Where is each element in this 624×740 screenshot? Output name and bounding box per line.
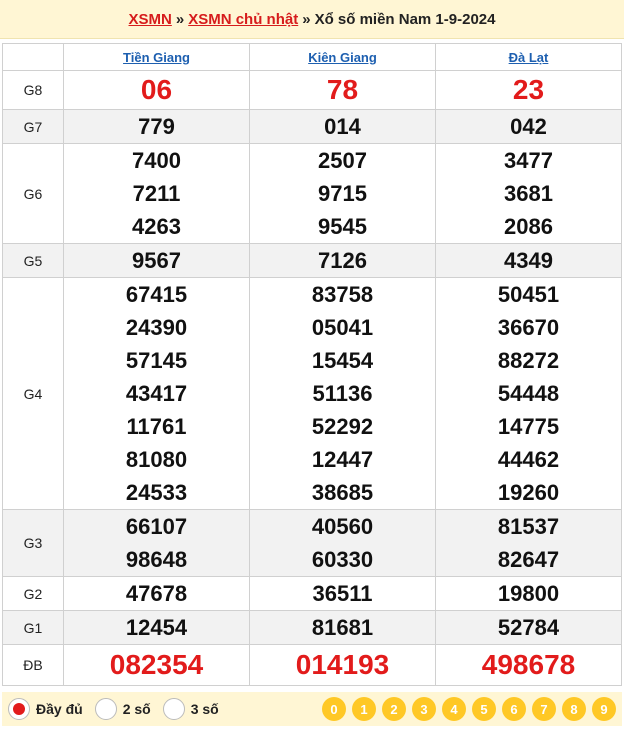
lottery-number: 3477 xyxy=(504,148,553,173)
lottery-number: 38685 xyxy=(311,480,374,505)
lottery-number: 014 xyxy=(324,114,361,139)
lottery-number: 88272 xyxy=(497,348,560,373)
prize-label: G1 xyxy=(3,611,64,645)
lottery-number: 36511 xyxy=(312,581,373,606)
lottery-number: 78 xyxy=(326,74,359,105)
digit-filter xyxy=(316,697,616,721)
prize-cell xyxy=(250,645,436,686)
prize-cell xyxy=(250,71,436,110)
prize-cell xyxy=(250,577,436,611)
prize-label: ĐB xyxy=(3,645,64,686)
prize-row-g7 xyxy=(3,110,622,144)
lottery-number: 36670 xyxy=(497,315,560,340)
table-header-row xyxy=(3,44,622,71)
breadcrumb-xsmn-sunday-link[interactable]: XSMN chủ nhật xyxy=(188,10,299,28)
lottery-number: 67415 xyxy=(125,282,188,307)
province-link[interactable]: Kiên Giang xyxy=(308,49,377,65)
prize-cell xyxy=(436,577,622,611)
prize-label: G2 xyxy=(3,577,64,611)
prize-row-đb xyxy=(3,645,622,686)
lottery-number: 24533 xyxy=(125,480,188,505)
prize-row-g6 xyxy=(3,144,622,244)
lottery-number: 57145 xyxy=(125,348,188,373)
province-link[interactable]: Tiền Giang xyxy=(123,49,190,65)
lottery-number: 7400 xyxy=(132,148,181,173)
lottery-number: 98648 xyxy=(125,547,188,572)
prize-row-g5 xyxy=(3,244,622,278)
breadcrumb-xsmn-link[interactable]: XSMN xyxy=(128,10,172,28)
lottery-number: 082354 xyxy=(109,649,204,680)
lottery-number: 05041 xyxy=(311,315,374,340)
prize-cell xyxy=(64,110,250,144)
prize-cell xyxy=(436,71,622,110)
digit-button-3[interactable]: 3 xyxy=(412,697,436,721)
prize-cell xyxy=(64,645,250,686)
radio-full[interactable] xyxy=(8,698,30,720)
lottery-number: 66107 xyxy=(125,514,188,539)
province-link[interactable]: Đà Lạt xyxy=(508,49,549,65)
option-label: 3 số xyxy=(190,701,219,717)
lottery-number: 44462 xyxy=(497,447,560,472)
lottery-number: 23 xyxy=(512,74,545,105)
prize-label: G7 xyxy=(3,110,64,144)
prize-cell xyxy=(250,611,436,645)
breadcrumb-separator: » xyxy=(302,10,311,28)
digit-button-5[interactable]: 5 xyxy=(472,697,496,721)
lottery-number: 14775 xyxy=(497,414,560,439)
lottery-number: 014193 xyxy=(295,649,390,680)
prize-cell xyxy=(250,144,436,244)
lottery-number: 12447 xyxy=(311,447,374,472)
lottery-number: 9567 xyxy=(132,248,181,273)
prize-label: G3 xyxy=(3,510,64,577)
prize-label: G4 xyxy=(3,278,64,510)
prize-cell xyxy=(436,110,622,144)
prize-row-g2 xyxy=(3,577,622,611)
lottery-number: 06 xyxy=(140,74,173,105)
lottery-number: 50451 xyxy=(497,282,560,307)
lottery-number: 81537 xyxy=(497,514,560,539)
digit-button-8[interactable]: 8 xyxy=(562,697,586,721)
prize-cell xyxy=(64,510,250,577)
prize-cell xyxy=(64,278,250,510)
lottery-number: 2507 xyxy=(318,148,367,173)
province-header-kien-giang xyxy=(250,44,436,71)
lottery-number: 4349 xyxy=(504,248,553,273)
lottery-number: 042 xyxy=(510,114,547,139)
prize-cell xyxy=(436,611,622,645)
prize-label: G5 xyxy=(3,244,64,278)
prize-cell xyxy=(64,611,250,645)
lottery-number: 3681 xyxy=(504,181,553,206)
radio-3-digits[interactable] xyxy=(163,698,185,720)
prize-cell xyxy=(436,645,622,686)
prize-cell xyxy=(64,577,250,611)
prize-cell xyxy=(250,110,436,144)
radio-2-digits[interactable] xyxy=(95,698,117,720)
option-label: 2 số xyxy=(122,701,151,717)
lottery-number: 9545 xyxy=(318,214,367,239)
lottery-number: 19260 xyxy=(497,480,560,505)
lottery-number: 4263 xyxy=(132,214,181,239)
option-full[interactable] xyxy=(8,698,83,720)
prize-cell xyxy=(64,144,250,244)
prize-row-g8 xyxy=(3,71,622,110)
lottery-number: 498678 xyxy=(481,649,576,680)
digit-button-4[interactable]: 4 xyxy=(442,697,466,721)
prize-cell xyxy=(436,244,622,278)
prize-cell xyxy=(64,244,250,278)
lottery-number: 15454 xyxy=(311,348,374,373)
lottery-number: 81080 xyxy=(125,447,188,472)
prize-cell xyxy=(250,244,436,278)
lottery-number: 11761 xyxy=(126,414,187,439)
prize-cell xyxy=(64,71,250,110)
lottery-number: 7211 xyxy=(132,181,181,206)
digit-button-0[interactable]: 0 xyxy=(322,697,346,721)
breadcrumb-separator: » xyxy=(175,10,185,28)
display-options-bar xyxy=(2,692,622,726)
lottery-number: 60330 xyxy=(311,547,374,572)
prize-cell xyxy=(436,144,622,244)
radio-selected-dot xyxy=(13,703,25,715)
lottery-number: 2086 xyxy=(504,214,553,239)
lottery-number: 47678 xyxy=(125,581,188,606)
province-header-tien-giang xyxy=(64,44,250,71)
lottery-number: 19800 xyxy=(497,581,560,606)
lottery-number: 82647 xyxy=(497,547,560,572)
lottery-number: 7126 xyxy=(318,248,367,273)
option-2-digits[interactable] xyxy=(95,698,151,720)
prize-column-header xyxy=(3,44,64,71)
prize-row-g4 xyxy=(3,278,622,510)
prize-label: G6 xyxy=(3,144,64,244)
page-title: Xổ số miền Nam 1-9-2024 xyxy=(314,10,496,28)
prize-label: G8 xyxy=(3,71,64,110)
lottery-number: 779 xyxy=(138,114,175,139)
lottery-number: 83758 xyxy=(311,282,374,307)
breadcrumb xyxy=(0,0,624,39)
lottery-number: 52784 xyxy=(497,615,560,640)
prize-row-g3 xyxy=(3,510,622,577)
lottery-number: 51136 xyxy=(312,381,373,406)
option-3-digits[interactable] xyxy=(163,698,219,720)
results-table xyxy=(2,43,622,686)
digit-button-2[interactable]: 2 xyxy=(382,697,406,721)
lottery-number: 12454 xyxy=(125,615,188,640)
prize-cell xyxy=(250,510,436,577)
digit-button-7[interactable]: 7 xyxy=(532,697,556,721)
digit-button-6[interactable]: 6 xyxy=(502,697,526,721)
prize-cell xyxy=(436,510,622,577)
digit-button-9[interactable]: 9 xyxy=(592,697,616,721)
lottery-number: 81681 xyxy=(311,615,374,640)
lottery-number: 43417 xyxy=(125,381,188,406)
digit-button-1[interactable]: 1 xyxy=(352,697,376,721)
lottery-number: 52292 xyxy=(311,414,374,439)
prize-table-body xyxy=(3,71,622,686)
lottery-number: 24390 xyxy=(125,315,188,340)
prize-cell xyxy=(250,278,436,510)
lottery-number: 54448 xyxy=(497,381,560,406)
lottery-number: 40560 xyxy=(311,514,374,539)
prize-row-g1 xyxy=(3,611,622,645)
option-label: Đầy đủ xyxy=(36,701,83,717)
lottery-number: 9715 xyxy=(318,181,367,206)
prize-cell xyxy=(436,278,622,510)
province-header-da-lat xyxy=(436,44,622,71)
